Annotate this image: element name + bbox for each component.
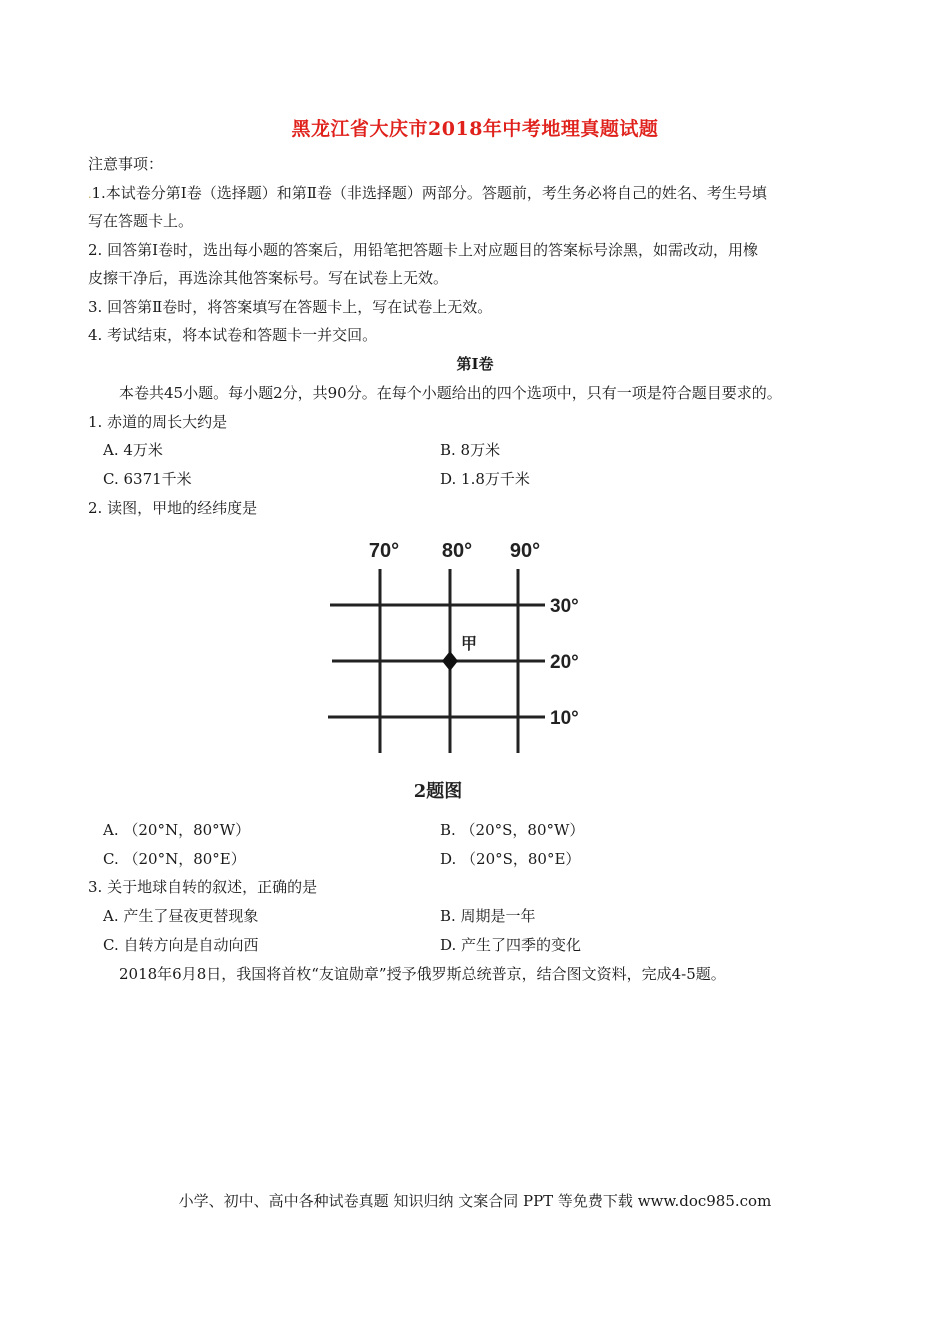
notice-item-3: 3. 回答第Ⅱ卷时，将答案填写在答题卡上，写在试卷上无效。 [88, 298, 493, 316]
question-2-option-a: A. （20°N，80°W） [103, 821, 251, 839]
point-jia-label: 甲 [461, 634, 478, 653]
longitude-label-90: 90° [509, 540, 541, 562]
question-1-option-d: D. 1.8万千米 [440, 470, 530, 488]
longitude-label-80: 80° [441, 540, 473, 562]
question-1-stem: 1. 赤道的周长大约是 [88, 413, 228, 431]
notice-item-2: 2. 回答第Ⅰ卷时，选出每小题的答案后，用铅笔把答题卡上对应题目的答案标号涂黑，如需改动，用橡 [88, 241, 759, 259]
question-3-option-c: C. 自转方向是自动向西 [103, 936, 259, 954]
section-title: 第Ⅰ卷 [456, 355, 494, 373]
question-2-option-c: C. （20°N，80°E） [103, 850, 246, 868]
bullet-dot-icon: . [88, 188, 92, 201]
question-2-stem: 2. 读图，甲地的经纬度是 [88, 499, 258, 517]
section-intro: 本卷共45小题。每小题2分，共90分。在每个小题给出的四个选项中，只有一项是符合题目要求的。 [119, 384, 782, 402]
question-1-option-c: C. 6371千米 [103, 470, 192, 488]
question-3-option-d: D. 产生了四季的变化 [440, 936, 582, 954]
page-footer: 小学、初中、高中各种试卷真题 知识归纳 文案合同 PPT 等免费下载 www.doc985.com [178, 1192, 772, 1210]
notice-item-4: 4. 考试结束，将本试卷和答题卡一并交回。 [88, 326, 378, 344]
question-3-option-b: B. 周期是一年 [440, 907, 536, 925]
question-2-option-d: D. （20°S，80°E） [440, 850, 581, 868]
lat-long-grid-figure [320, 525, 650, 810]
notice-item-1-cont: 写在答题卡上。 [88, 212, 194, 230]
question-1-option-a: A. 4万米 [103, 441, 163, 459]
notice-item-1-text: 1.本试卷分第Ⅰ卷（选择题）和第Ⅱ卷（非选择题）两部分。答题前，考生务必将自己的姓名、考生号填 [91, 184, 767, 202]
latitude-label-10: 10° [550, 708, 579, 729]
longitude-label-70: 70° [368, 540, 400, 562]
passage-text: 2018年6月8日，我国将首枚“友谊勋章”授予俄罗斯总统普京，结合图文资料，完成4-5题。 [119, 965, 726, 983]
notice-heading: 注意事项： [88, 155, 164, 173]
notice-item-1 [88, 183, 767, 205]
figure-caption: 2题图 [413, 781, 463, 802]
point-jia-marker [442, 651, 458, 671]
question-2-option-b: B. （20°S，80°W） [440, 821, 585, 839]
latitude-label-30: 30° [550, 596, 579, 617]
notice-item-2-cont: 皮擦干净后，再选涂其他答案标号。写在试卷上无效。 [88, 269, 449, 287]
latitude-label-20: 20° [550, 652, 579, 673]
question-3-stem: 3. 关于地球自转的叙述，正确的是 [88, 878, 318, 896]
page-title: 黑龙江省大庆市2018年中考地理真题试题 [291, 118, 659, 140]
question-1-option-b: B. 8万米 [440, 441, 501, 459]
question-3-option-a: A. 产生了昼夜更替现象 [103, 907, 259, 925]
